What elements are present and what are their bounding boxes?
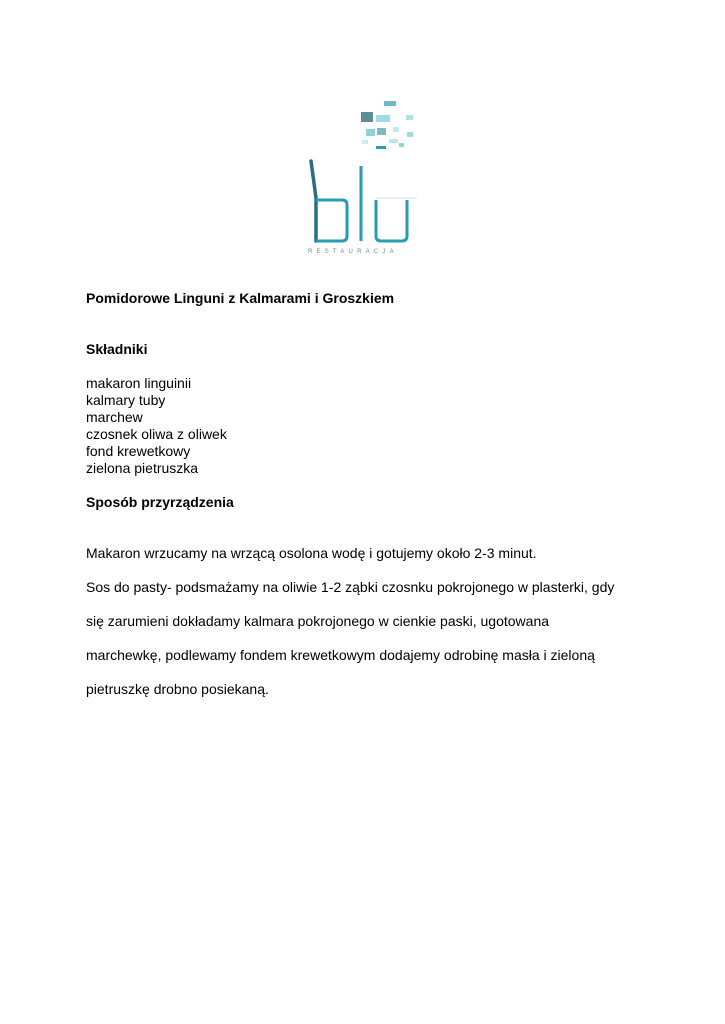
method-line: Makaron wrzucamy na wrzącą osolona wodę i gotujemy około 2-3 minut.: [86, 545, 537, 561]
recipe-content: [86, 290, 646, 715]
ingredient-item: zielona pietruszka: [86, 460, 199, 476]
ingredient-item: kalmary tuby: [86, 392, 166, 408]
method-line: się zarumieni dokładamy kalmara pokrojonego w cienkie paski, ugotowana: [86, 613, 550, 629]
method-text: [86, 528, 646, 715]
blu-logo: [300, 98, 430, 263]
ingredient-item: makaron linguinii: [86, 375, 192, 391]
method-heading: Sposób przyrządzenia: [86, 494, 234, 510]
ingredient-item: czosnek oliwa z oliwek: [86, 426, 227, 442]
method-line: pietruszkę drobno posiekaną.: [86, 681, 269, 697]
ingredient-item: fond krewetkowy: [86, 443, 191, 459]
blu-logo-icon: [300, 98, 430, 263]
ingredients-heading: Składniki: [86, 341, 148, 357]
ingredient-item: marchew: [86, 409, 143, 425]
method-line: Sos do pasty- podsmażamy na oliwie 1-2 ząbki czosnku pokrojonego w plasterki, gdy: [86, 579, 615, 595]
ingredients-list: [86, 375, 646, 477]
logo-tagline: RESTAURACJA: [308, 249, 398, 255]
method-line: marchewkę, podlewamy fondem krewetkowym dodajemy odrobinę masła i zieloną: [86, 647, 595, 663]
recipe-title: Pomidorowe Linguni z Kalmarami i Groszkiem: [86, 290, 395, 306]
